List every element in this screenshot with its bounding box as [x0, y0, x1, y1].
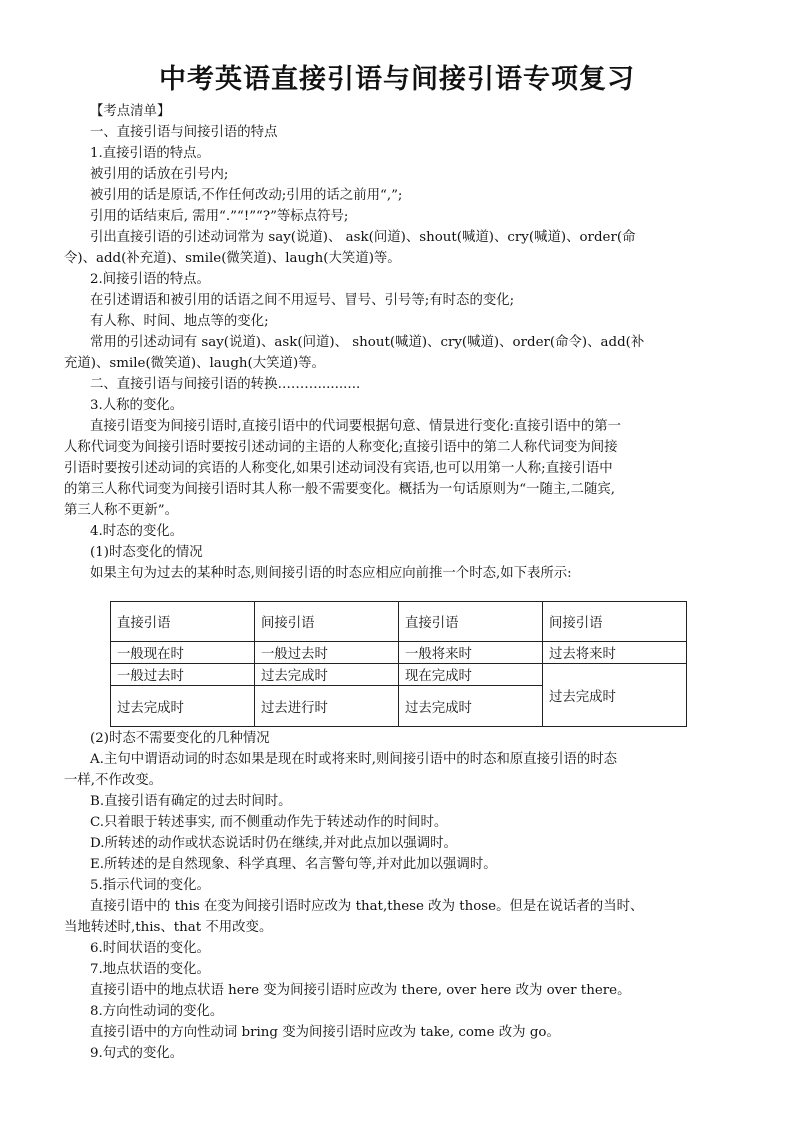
tense-table — [110, 601, 687, 727]
subheading: 3.人称的变化。 — [90, 398, 184, 413]
subheading: 7.地点状语的变化。 — [90, 962, 210, 977]
page-title: 中考英语直接引语与间接引语专项复习 — [159, 64, 635, 95]
section-label: 【考点清单】 — [90, 104, 171, 119]
table-cell: 过去进行时 — [255, 686, 399, 727]
text-line: (1)时态变化的情况 — [90, 545, 203, 560]
text-line: 如果主句为过去的某种时态,则间接引语的时态应相应向前推一个时态,如下表所示: — [90, 566, 572, 581]
text-line: C.只着眼于转述事实, 而不侧重动作先于转述动作的时间时。 — [90, 815, 448, 830]
table-cell: 过去完成时 — [543, 664, 687, 727]
text-line: B.直接引语有确定的过去时间时。 — [90, 794, 292, 809]
text-line: 直接引语中的方向性动词 bring 变为间接引语时应改为 take, come 改为 go。 — [90, 1025, 560, 1040]
text-line: 常用的引述动词有 say(说道)、ask(问道)、 shout(喊道)、cry(喊道)、order(命令)、add(补 — [90, 335, 645, 350]
text-line: 被引用的话放在引号内; — [90, 167, 229, 182]
text-line: 令)、add(补充道)、smile(微笑道)、laugh(大笑道)等。 — [64, 251, 401, 266]
table-cell: 现在完成时 — [399, 664, 543, 686]
heading-2: 二、直接引语与间接引语的转换……….......... — [90, 377, 361, 392]
table-cell: 过去将来时 — [543, 642, 687, 664]
table-header-cell: 直接引语 — [111, 602, 255, 642]
text-line: D.所转述的动作或状态说话时仍在继续,并对此点加以强调时。 — [90, 836, 457, 851]
text-line: 第三人称不更新”。 — [64, 503, 178, 518]
text-line: 的第三人称代词变为间接引语时其人称一般不需要变化。概括为一句话原则为“一随主,二随宾, — [64, 482, 615, 497]
text-line: 引用的话结束后, 需用“.”“!”“?”等标点符号; — [90, 209, 349, 224]
subheading: 1.直接引语的特点。 — [90, 146, 210, 161]
table-cell: 过去完成时 — [399, 686, 543, 727]
text-line: 人称代词变为间接引语时要按引述动词的主语的人称变化;直接引语中的第二人称代词变为间接 — [64, 440, 618, 455]
text-line: 一样,不作改变。 — [64, 773, 162, 788]
subheading: 4.时态的变化。 — [90, 524, 184, 539]
table-row — [111, 664, 687, 686]
text-line: E.所转述的是自然现象、科学真理、名言警句等,并对此加以强调时。 — [90, 857, 497, 872]
text-line: 直接引语中的 this 在变为间接引语时应改为 that,these 改为 those。但是在说话者的当时、 — [90, 899, 644, 914]
table-row — [111, 642, 687, 664]
table-cell: 一般将来时 — [399, 642, 543, 664]
table-cell: 一般现在时 — [111, 642, 255, 664]
table-cell: 一般过去时 — [255, 642, 399, 664]
text-line: 当地转述时,this、that 不用改变。 — [64, 920, 273, 935]
text-line: 被引用的话是原话,不作任何改动;引用的话之前用“,”; — [90, 188, 403, 203]
subheading: 5.指示代词的变化。 — [90, 878, 210, 893]
text-line: 引出直接引语的引述动词常为 say(说道)、 ask(问道)、shout(喊道)、cry(喊道)、order(命 — [90, 230, 636, 245]
table-header-cell: 间接引语 — [255, 602, 399, 642]
subheading: 8.方向性动词的变化。 — [90, 1004, 224, 1019]
text-line: A.主句中谓语动词的时态如果是现在时或将来时,则间接引语中的时态和原直接引语的时态 — [90, 752, 618, 767]
table-cell: 过去完成时 — [255, 664, 399, 686]
text-line: 直接引语中的地点状语 here 变为间接引语时应改为 there, over here 改为 over there。 — [90, 983, 631, 998]
text-line: 在引述谓语和被引用的话语之间不用逗号、冒号、引号等;有时态的变化; — [90, 293, 515, 308]
subheading: 6.时间状语的变化。 — [90, 941, 210, 956]
table-cell: 一般过去时 — [111, 664, 255, 686]
subheading: 9.句式的变化。 — [90, 1046, 184, 1061]
table-cell: 过去完成时 — [111, 686, 255, 727]
table-header-cell: 间接引语 — [543, 602, 687, 642]
text-line: 有人称、时间、地点等的变化; — [90, 314, 269, 329]
table-row — [111, 602, 687, 642]
text-line: 引语时要按引述动词的宾语的人称变化,如果引述动词没有宾语,也可以用第一人称;直接引语中 — [64, 461, 613, 476]
text-line: (2)时态不需要变化的几种情况 — [90, 731, 270, 746]
subheading: 2.间接引语的特点。 — [90, 272, 210, 287]
table-header-cell: 直接引语 — [399, 602, 543, 642]
heading-1: 一、直接引语与间接引语的特点 — [90, 125, 278, 140]
text-line: 充道)、smile(微笑道)、laugh(大笑道)等。 — [64, 356, 325, 371]
text-line: 直接引语变为间接引语时,直接引语中的代词要根据句意、情景进行变化:直接引语中的第一 — [90, 419, 621, 434]
